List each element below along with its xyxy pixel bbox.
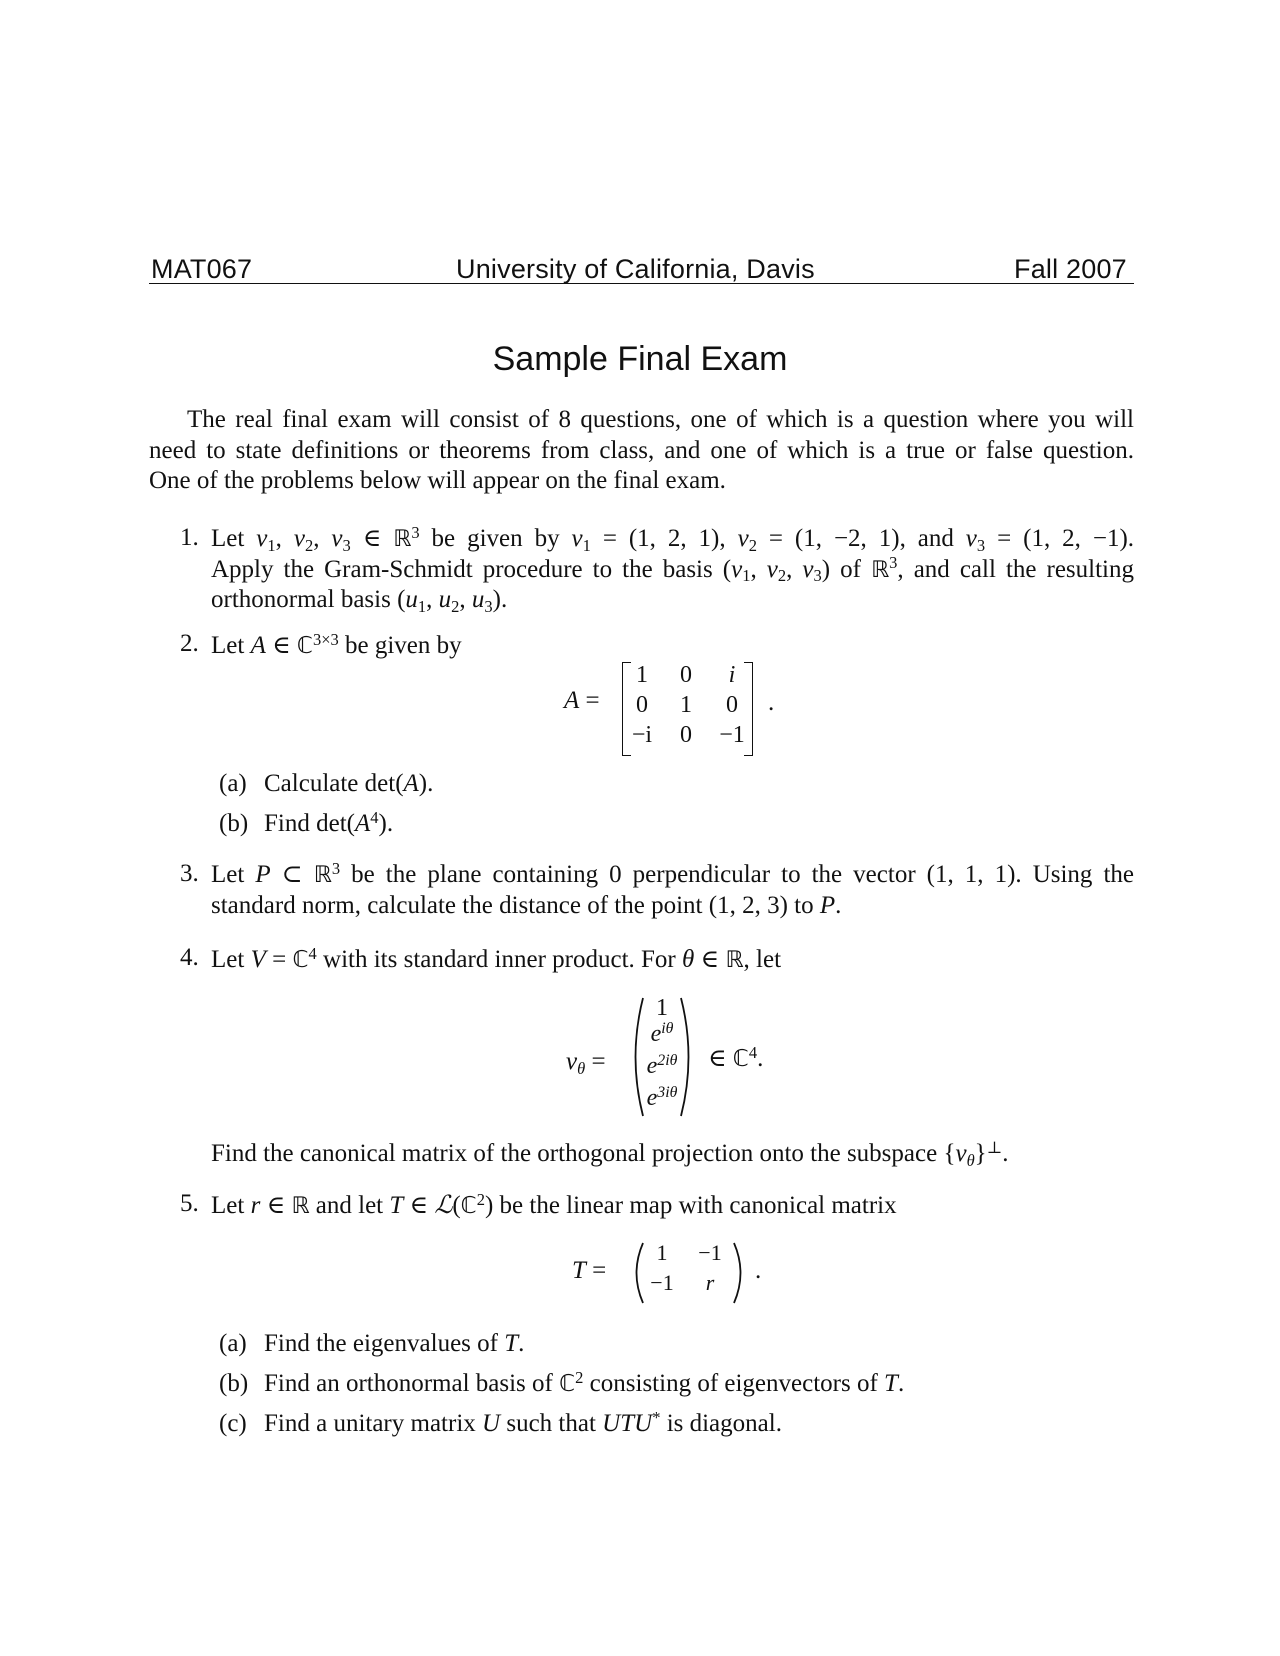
problem-3-line-2: standard norm, calculate the distance of the point (1, 2, 3) to P. [211,891,842,919]
matrix-a-cell: 0 [636,692,648,718]
problem-3-number: 3. [180,860,199,887]
matrix-a-cell: 1 [636,662,648,688]
matrix-a-label: A = [564,687,600,714]
vector-membership: ∈ ℂ$^4$. [708,1042,764,1072]
matrix-t-cell: 1 [656,1240,668,1265]
matrix-a-period: . [768,689,775,716]
problem-4-number: 4. [180,944,199,971]
vector-entry-2: $e^{i\theta}$ [650,1020,674,1047]
problem-4-intro: Let V = ℂ$^4$ with its standard inner product. For θ ∈ ℝ, let [211,943,782,973]
matrix-a-cell: 0 [680,722,692,748]
intro-line-1: The real final exam will consist of 8 questions, one of which is a question where you will [187,406,1134,433]
problem-1-number: 1. [180,524,199,551]
problem-2-part-b: Find $\det(A^4)$. [264,807,394,837]
matrix-a-cell: 1 [680,692,692,718]
problem-2-number: 2. [180,630,199,657]
course-code: MAT067 [151,254,253,284]
matrix-a-cell: −1 [719,722,745,748]
problem-3-line-1: Let P ⊂ ℝ$^3$ be the plane containing 0 perpendicular to the vector (1, 1, 1). Using the [211,858,1134,888]
vector-entry-4: $e^{3i\theta}$ [646,1084,678,1111]
problem-5-part-c-label: (c) [219,1410,247,1437]
matrix-a-cell: 0 [726,692,738,718]
problem-2-intro: Let A ∈ ℂ$^{3\times 3}$ be given by [211,629,462,659]
problem-2-part-a-label: (a) [219,770,247,797]
page-title: Sample Final Exam [492,340,788,378]
problem-5-part-b-label: (b) [219,1370,249,1397]
matrix-t-cell: −1 [698,1240,722,1265]
problem-3 [211,860,1134,921]
problem-4-followup: Find the canonical matrix of the orthogonal projection onto the subspace $\{v_\theta\}^\perp$. [211,1137,1009,1170]
university-name: University of California, Davis [456,254,815,284]
intro-line-2: need to state definitions or theorems from class, and one of which is a true or false question. [149,436,1134,464]
matrix-a-cell: 0 [680,662,692,688]
matrix-t-cell: r [705,1270,715,1295]
problem-1-line-3: orthonormal basis ($u_1$, $u_2$, $u_3$). [211,586,508,616]
problem-2-part-b-label: (b) [219,810,249,837]
problem-1-line-2: Apply the Gram-Schmidt procedure to the basis ($v_1$, $v_2$, $v_3$) of ℝ$^3$, and call the resulting [211,553,1134,586]
problem-1 [211,524,1134,616]
problem-1-line-1: Let $v_1$, $v_2$, $v_3$ ∈ ℝ$^3$ be given by $v_1 = (1$, 2, 1), $v_2 = (1$, −2, 1), and $v_3 = (1$, 2, −1). [211,522,1135,555]
vector-v-label: $v_\theta$ = [566,1048,606,1078]
problem-2-part-a: Calculate det(A). [264,770,434,797]
problem-5-number: 5. [180,1190,199,1217]
matrix-t-label: T = [572,1257,607,1284]
matrix-t-right-paren [731,1240,749,1306]
matrix-a-cell: −i [631,722,653,748]
problem-5-part-a: Find the eigenvalues of T. [264,1330,525,1357]
problem-5-part-a-label: (a) [219,1330,247,1357]
matrix-t-period: . [755,1257,762,1284]
matrix-a-cell: i [728,662,736,688]
intro-paragraph [149,405,1134,497]
problem-5-part-b: Find an orthonormal basis of ℂ$^2$ consisting of eigenvectors of T. [264,1367,905,1397]
problem-5-intro: Let r ∈ ℝ and let T ∈ ℒ(ℂ$^2$) be the linear map with canonical matrix [211,1189,897,1219]
problem-5-part-c: Find a unitary matrix U such that UTU* is diagonal. [264,1407,782,1437]
intro-line-3: One of the problems below will appear on the final exam. [149,467,726,494]
header-rule [149,283,1134,284]
term: Fall 2007 [1014,254,1127,284]
vector-entry-3: $e^{2i\theta}$ [646,1052,678,1079]
vector-entry-1: 1 [656,995,668,1021]
matrix-t-cell: −1 [650,1270,674,1295]
